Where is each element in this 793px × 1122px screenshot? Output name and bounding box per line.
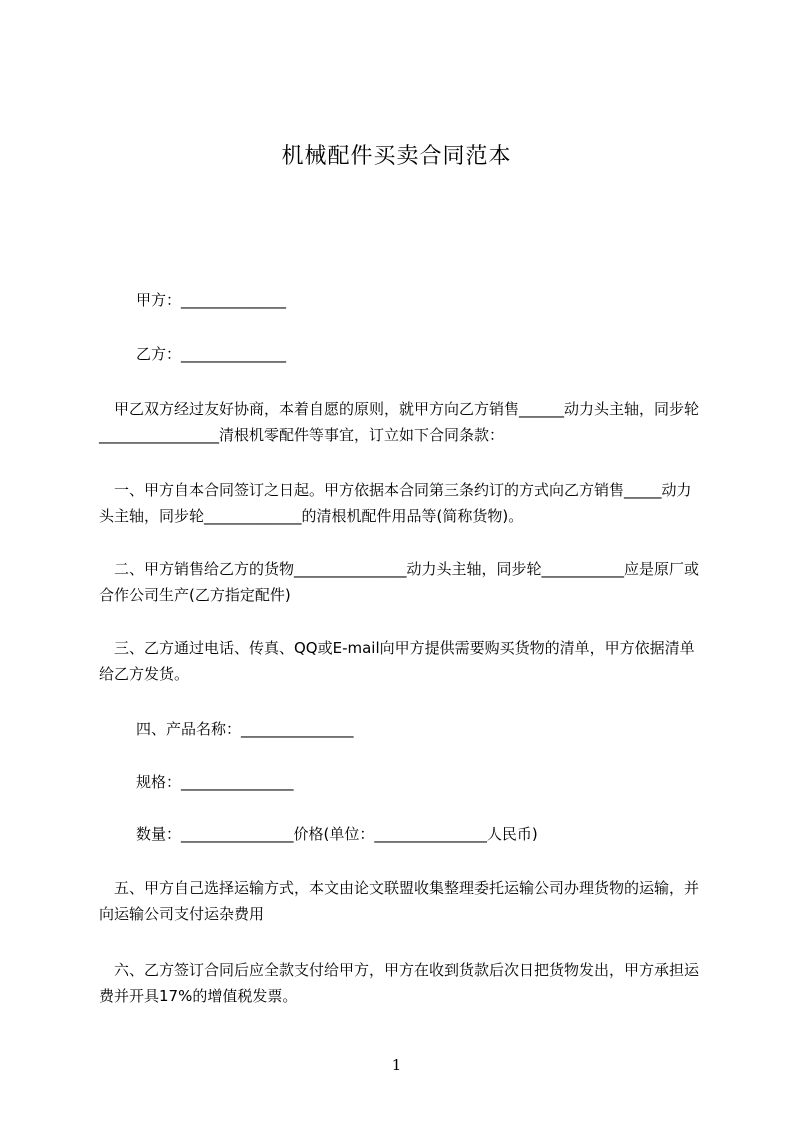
spec-line: 规格：_______________ bbox=[136, 773, 294, 791]
clause-4-product-name: 四、产品名称：_______________ bbox=[136, 720, 354, 738]
clause-6: 六、乙方签订合同后应全款支付给甲方，甲方在收到货款后次日把货物发出，甲方承担运费并开具17%的增值税发票。 bbox=[99, 961, 700, 1005]
clause-2: 二、甲方销售给乙方的货物_______________动力头主轴，同步轮___________应是原厂或合作公司生产(乙方指定配件) bbox=[99, 560, 700, 604]
document-title: 机械配件买卖合同范本 bbox=[281, 144, 512, 169]
page-number: 1 bbox=[391, 1056, 402, 1074]
clause-1: 一、甲方自本合同签订之日起。甲方依据本合同第三条约订的方式向乙方销售_____动力头主轴，同步轮_____________的清根机配件用品等(简称货物)。 bbox=[99, 481, 692, 525]
clause-5: 五、甲方自己选择运输方式，本文由论文联盟收集整理委托运输公司办理货物的运输，并向运输公司支付运杂费用 bbox=[99, 879, 700, 923]
quantity-price-line: 数量：_______________价格(单位：_______________人民币) bbox=[136, 825, 538, 843]
party-b-line: 乙方：______________ bbox=[136, 345, 287, 363]
party-a-line: 甲方：______________ bbox=[136, 291, 287, 309]
clause-3: 三、乙方通过电话、传真、QQ或E-mail向甲方提供需要购买货物的清单，甲方依据清单给乙方发货。 bbox=[99, 639, 695, 683]
intro-paragraph: 甲乙双方经过友好协商，本着自愿的原则，就甲方向乙方销售______动力头主轴，同步轮________________清根机零配件等事宜，订立如下合同条款： bbox=[99, 400, 700, 444]
